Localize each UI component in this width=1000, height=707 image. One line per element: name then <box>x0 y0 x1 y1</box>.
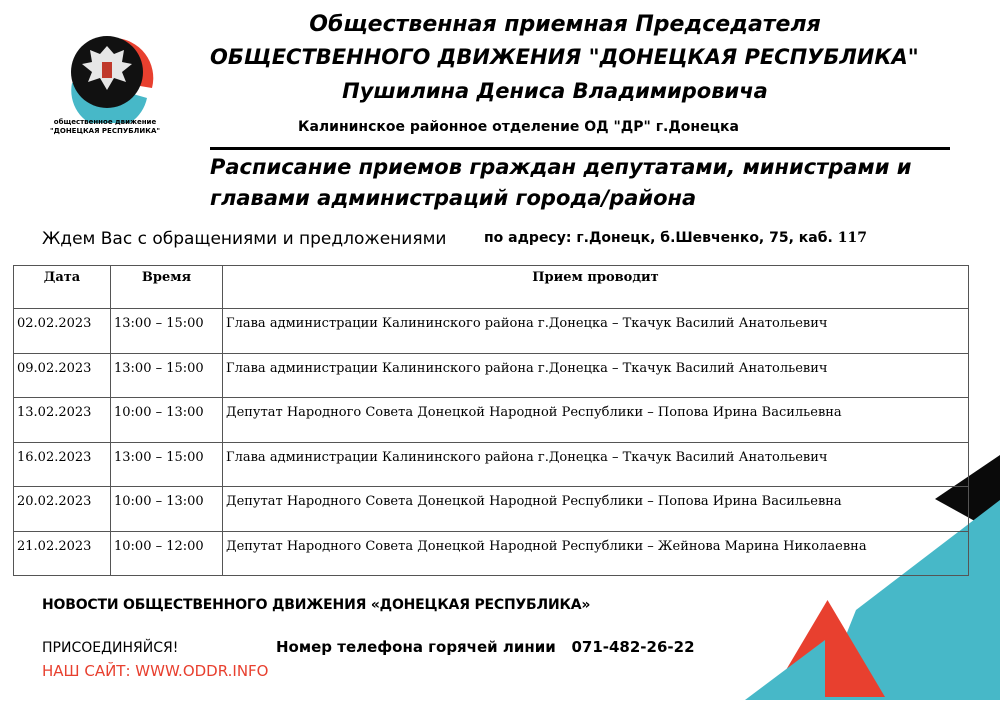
cell-official: Депутат Народного Совета Донецкой Народной Республики – Попова Ирина Васильевна <box>223 487 969 532</box>
logo-caption <box>40 118 170 136</box>
decor-teal-triangle-small <box>745 640 825 700</box>
cell-date: 02.02.2023 <box>14 309 111 354</box>
address-label: по адресу: г.Донецк, б.Шевченко, 75, каб. <box>484 230 833 246</box>
header-date: Дата <box>14 266 111 309</box>
schedule-table <box>13 265 969 576</box>
divider <box>210 147 950 150</box>
cell-date: 16.02.2023 <box>14 442 111 487</box>
address-text <box>484 230 867 246</box>
table-row <box>14 398 969 443</box>
table-header-row <box>14 266 969 309</box>
cell-time: 10:00 – 13:00 <box>111 487 223 532</box>
table-row <box>14 487 969 532</box>
join-call: ПРИСОЕДИНЯЙСЯ! <box>42 640 179 656</box>
cell-official: Глава администрации Калининского района г.Донецка – Ткачук Василий Анатольевич <box>223 353 969 398</box>
cell-time: 10:00 – 13:00 <box>111 398 223 443</box>
header-line2: ОБЩЕСТВЕННОГО ДВИЖЕНИЯ "ДОНЕЦКАЯ РЕСПУБЛИКА" <box>210 45 919 69</box>
coat-of-arms-icon <box>52 28 162 123</box>
room-number: 117 <box>837 230 867 246</box>
cell-official: Депутат Народного Совета Донецкой Народной Республики – Жейнова Марина Николаевна <box>223 531 969 576</box>
hotline-number: 071-482-26-22 <box>571 638 695 656</box>
header-time: Время <box>111 266 223 309</box>
header-line1: Общественная приемная Председателя <box>309 12 821 37</box>
table-row <box>14 442 969 487</box>
cell-time: 13:00 – 15:00 <box>111 353 223 398</box>
cell-time: 13:00 – 15:00 <box>111 309 223 354</box>
cell-date: 13.02.2023 <box>14 398 111 443</box>
table-row <box>14 353 969 398</box>
cell-official: Глава администрации Калининского района г.Донецка – Ткачук Василий Анатольевич <box>223 442 969 487</box>
logo-caption-line1: общественное движение <box>53 118 157 126</box>
header-official: Прием проводит <box>223 266 969 309</box>
cell-date: 20.02.2023 <box>14 487 111 532</box>
cell-time: 13:00 – 15:00 <box>111 442 223 487</box>
cell-official: Депутат Народного Совета Донецкой Народной Республики – Попова Ирина Васильевна <box>223 398 969 443</box>
cell-date: 09.02.2023 <box>14 353 111 398</box>
cell-time: 10:00 – 12:00 <box>111 531 223 576</box>
department-name: Калининское районное отделение ОД "ДР" г.Донецка <box>298 119 739 135</box>
news-banner: НОВОСТИ ОБЩЕСТВЕННОГО ДВИЖЕНИЯ «ДОНЕЦКАЯ РЕСПУБЛИКА» <box>42 597 591 613</box>
schedule-title: Расписание приемов граждан депутатами, министрами и главами администраций города/района <box>210 155 912 210</box>
cell-official: Глава администрации Калининского района г.Донецка – Ткачук Василий Анатольевич <box>223 309 969 354</box>
website-link: НАШ САЙТ: WWW.ODDR.INFO <box>42 662 269 680</box>
header-line3: Пушилина Дениса Владимировича <box>342 79 768 103</box>
invite-text: Ждем Вас с обращениями и предложениями <box>42 229 447 249</box>
logo-caption-line2: "ДОНЕЦКАЯ РЕСПУБЛИКА" <box>49 127 161 135</box>
table-row <box>14 309 969 354</box>
cell-date: 21.02.2023 <box>14 531 111 576</box>
hotline <box>276 638 695 656</box>
hotline-label: Номер телефона горячей линии <box>276 638 556 656</box>
table-row <box>14 531 969 576</box>
